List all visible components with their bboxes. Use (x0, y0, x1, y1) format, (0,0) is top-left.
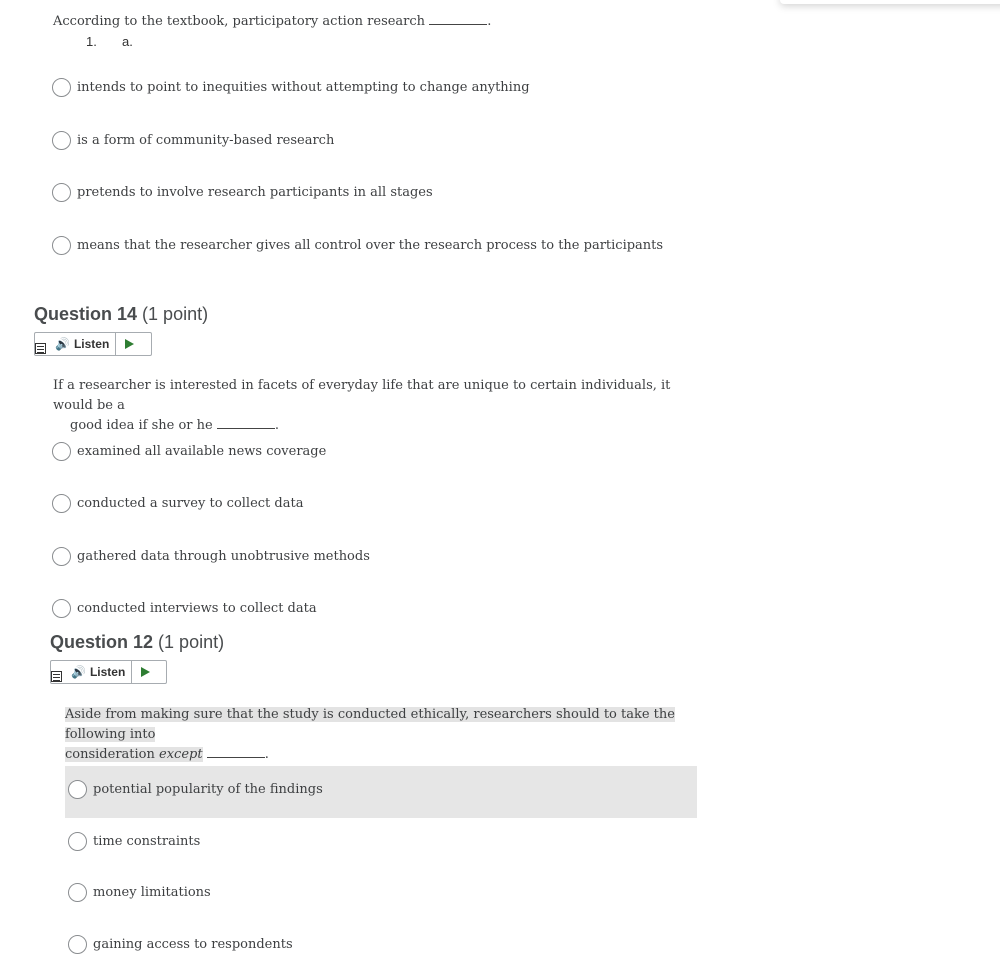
question-14-heading (34, 304, 208, 325)
play-icon (125, 339, 134, 349)
option-1[interactable] (52, 439, 326, 463)
menu-icon[interactable] (51, 671, 62, 682)
question-12-heading (50, 632, 224, 653)
question-text: Aside from making sure that the study is conducted ethically, researchers should to take the following into consideration except . (65, 707, 675, 762)
listen-widget[interactable] (50, 660, 167, 684)
question-points: (1 point) (158, 632, 225, 652)
play-button[interactable] (132, 661, 159, 683)
listen-label: Listen (73, 337, 110, 351)
answer-blank (207, 745, 265, 758)
menu-icon[interactable] (35, 343, 46, 354)
listen-label: Listen (89, 665, 126, 679)
option-label: gaining access to respondents (93, 936, 293, 952)
list-letter: a. (122, 34, 133, 49)
question-text: According to the textbook, participatory action research . (53, 14, 492, 29)
radio-icon[interactable] (52, 236, 71, 255)
listen-button[interactable] (35, 333, 116, 355)
option-label: time constraints (93, 833, 201, 849)
option-label: conducted a survey to collect data (77, 495, 304, 511)
option-label: examined all available news coverage (77, 443, 327, 459)
answer-blank (429, 12, 487, 25)
option-4[interactable] (52, 233, 663, 257)
option-2[interactable] (68, 829, 200, 853)
option-label: pretends to involve research participants in all stages (77, 184, 433, 200)
list-number: 1. (86, 34, 97, 49)
radio-icon[interactable] (52, 442, 71, 461)
option-3[interactable] (52, 544, 370, 568)
option-3[interactable] (68, 880, 211, 904)
radio-icon[interactable] (68, 935, 87, 954)
option-2[interactable] (52, 128, 334, 152)
option-label: means that the researcher gives all control over the research process to the participants (77, 237, 664, 253)
radio-icon[interactable] (52, 131, 71, 150)
listen-widget[interactable] (34, 332, 152, 356)
option-label: potential popularity of the findings (93, 781, 323, 797)
radio-icon[interactable] (68, 780, 87, 799)
speaker-icon: 🔊 (55, 337, 70, 351)
speaker-icon: 🔊 (71, 665, 86, 679)
radio-icon[interactable] (52, 494, 71, 513)
play-button[interactable] (116, 333, 143, 355)
listen-button[interactable] (51, 661, 132, 683)
option-1[interactable] (52, 75, 530, 99)
question-prompt-line1: If a researcher is interested in facets of everyday life that are unique to certain individuals, it would be a (53, 378, 671, 413)
option-label: is a form of community-based research (77, 132, 335, 148)
radio-icon[interactable] (68, 883, 87, 902)
radio-icon[interactable] (52, 183, 71, 202)
question-prompt-line2: good idea if she or he (70, 418, 213, 433)
option-3[interactable] (52, 180, 433, 204)
option-1[interactable] (68, 777, 323, 801)
question-title: Question 12 (50, 632, 154, 652)
question-title: Question 14 (34, 304, 138, 324)
question-text: If a researcher is interested in facets of everyday life that are unique to certain individuals, it would be a good idea if she or he . (53, 376, 693, 436)
option-2[interactable] (52, 491, 303, 515)
top-panel-edge (780, 0, 1000, 4)
radio-icon[interactable] (68, 832, 87, 851)
option-label: intends to point to inequities without attempting to change anything (77, 79, 530, 95)
radio-icon[interactable] (52, 599, 71, 618)
question-emphasis: except (159, 747, 203, 762)
question-points: (1 point) (142, 304, 209, 324)
answer-blank (217, 416, 275, 429)
radio-icon[interactable] (52, 547, 71, 566)
question-prompt-line2: consideration (65, 747, 155, 762)
option-4[interactable] (68, 932, 293, 956)
radio-icon[interactable] (52, 78, 71, 97)
option-label: gathered data through unobtrusive methods (77, 548, 370, 564)
option-4[interactable] (52, 596, 317, 620)
play-icon (141, 667, 150, 677)
question-prompt: According to the textbook, participatory action research (53, 14, 426, 29)
question-prompt-line1: Aside from making sure that the study is conducted ethically, researchers should to take the following into (65, 707, 675, 742)
option-label: conducted interviews to collect data (77, 600, 317, 616)
option-label: money limitations (93, 884, 211, 900)
